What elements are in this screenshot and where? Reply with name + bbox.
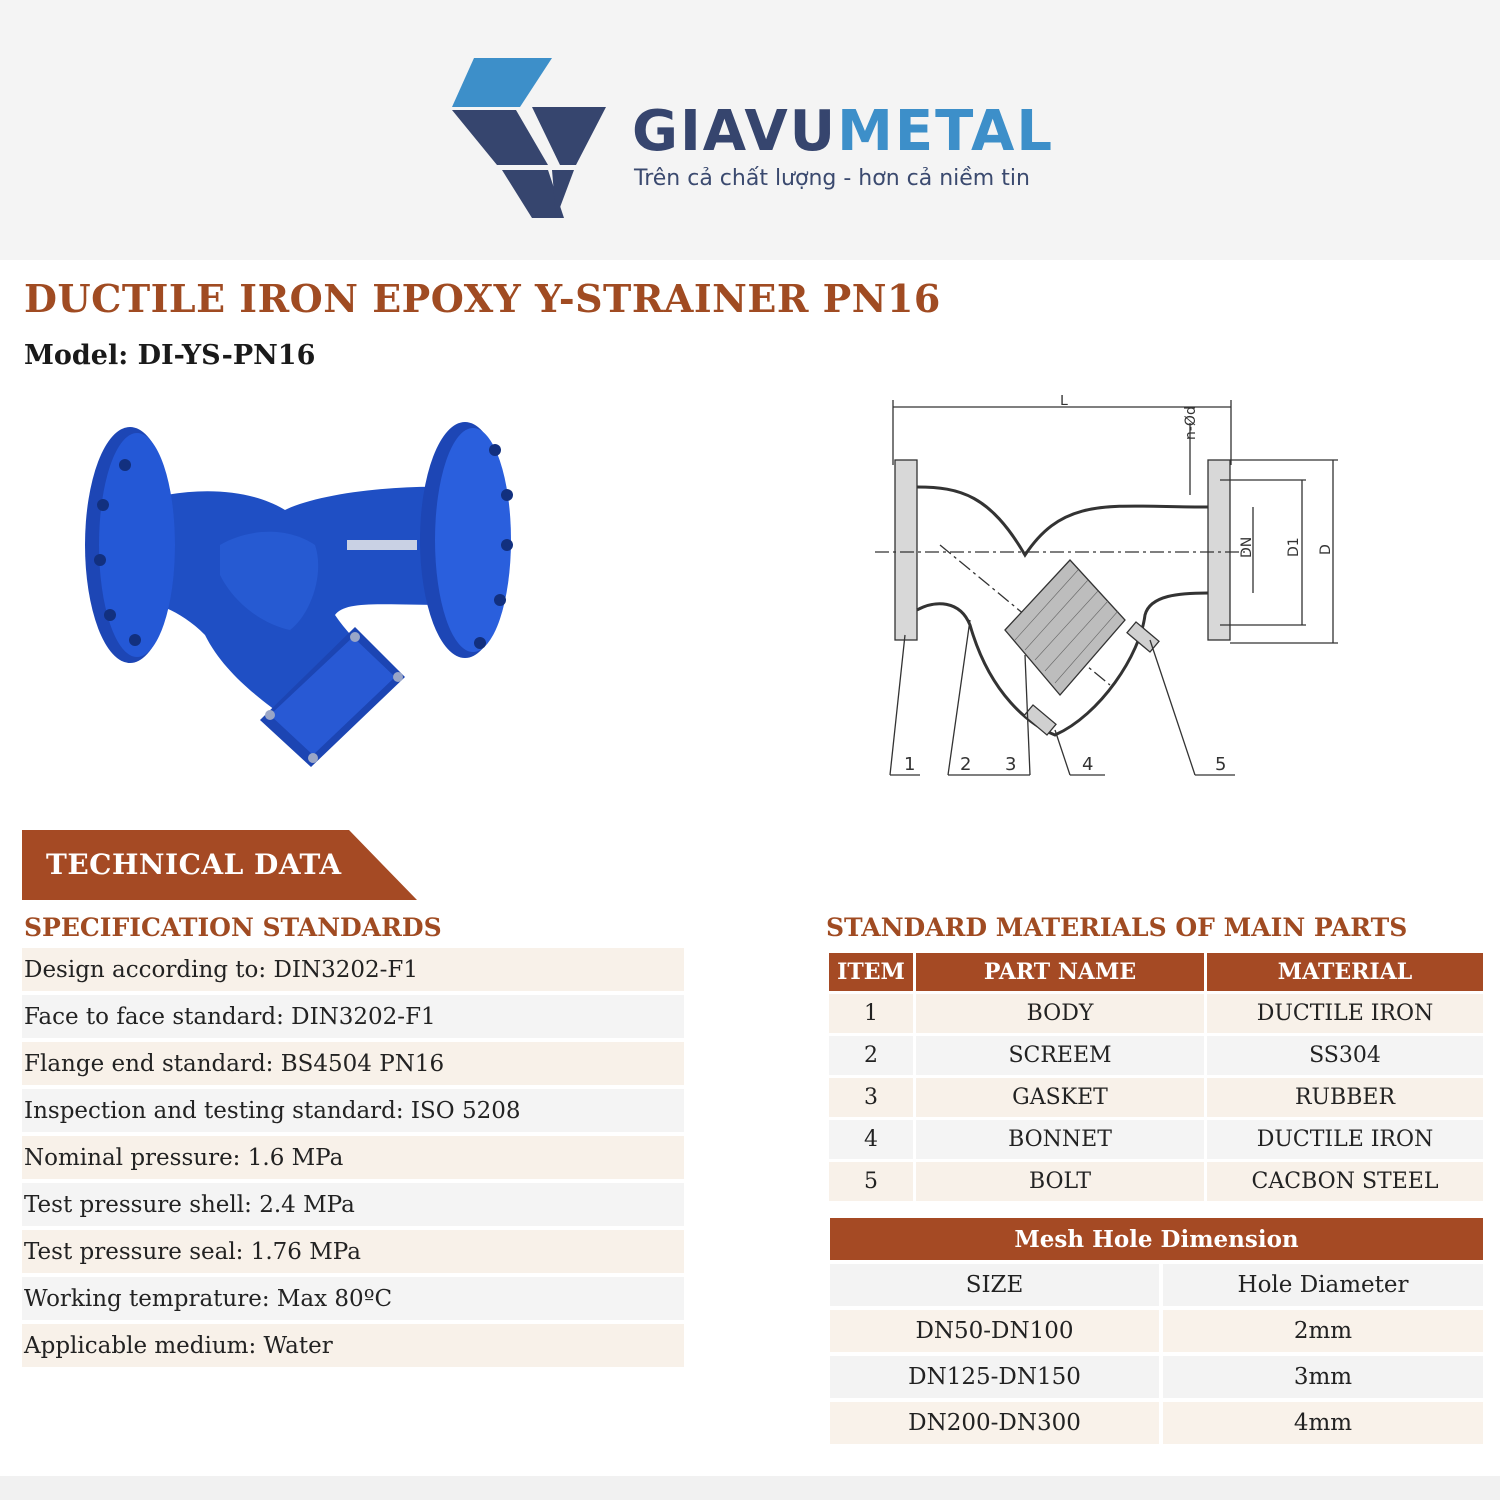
table-cell: GASKET: [916, 1078, 1204, 1117]
spec-item: Working temprature: Max 80ºC: [22, 1277, 684, 1320]
callout-3: 3: [1005, 754, 1017, 775]
product-model: Model: DI-YS-PN16: [24, 340, 316, 371]
table-row: [829, 994, 1483, 1033]
table-cell: SS304: [1207, 1036, 1483, 1075]
technical-data-tag: [22, 830, 417, 900]
table-cell: BOLT: [916, 1162, 1204, 1201]
product-title: DUCTILE IRON EPOXY Y-STRAINER PN16: [24, 276, 941, 321]
table-row: [830, 1264, 1483, 1306]
product-photo: [55, 415, 525, 775]
table-header-row: [829, 953, 1483, 991]
dimension-label-d: D: [1318, 544, 1334, 555]
mesh-title-row: [830, 1218, 1483, 1260]
callout-2: 2: [960, 754, 972, 775]
table-cell: 2mm: [1163, 1310, 1483, 1352]
table-cell: BODY: [916, 994, 1204, 1033]
spec-item: Design according to: DIN3202-F1: [22, 948, 684, 991]
brand-name-part1: GIAVU: [632, 99, 838, 164]
table-row: [830, 1402, 1483, 1444]
table-cell: DN125-DN150: [830, 1356, 1163, 1398]
table-cell: DUCTILE IRON: [1207, 994, 1483, 1033]
spec-item: Nominal pressure: 1.6 MPa: [22, 1136, 684, 1179]
column-header-material: MATERIAL: [1207, 953, 1483, 991]
materials-heading: STANDARD MATERIALS OF MAIN PARTS: [826, 913, 1408, 942]
technical-data-label: TECHNICAL DATA: [46, 848, 342, 881]
table-cell: RUBBER: [1207, 1078, 1483, 1117]
mesh-hole-table: [830, 1214, 1483, 1448]
table-cell: DUCTILE IRON: [1207, 1120, 1483, 1159]
table-row: [829, 1162, 1483, 1201]
table-row: [829, 1036, 1483, 1075]
callout-5: 5: [1215, 754, 1227, 775]
dimension-label-nd: n-Ød: [1183, 406, 1199, 440]
callout-4: 4: [1082, 754, 1094, 775]
spec-item: Flange end standard: BS4504 PN16: [22, 1042, 684, 1085]
table-cell: 1: [829, 994, 913, 1033]
mesh-table-title: Mesh Hole Dimension: [830, 1218, 1483, 1260]
spec-item: Face to face standard: DIN3202-F1: [22, 995, 684, 1038]
table-cell: 3: [829, 1078, 913, 1117]
dimension-label-dn: DN: [1239, 536, 1255, 558]
footer-band: [0, 1476, 1500, 1500]
table-cell: CACBON STEEL: [1207, 1162, 1483, 1201]
table-cell: DN50-DN100: [830, 1310, 1163, 1352]
table-cell: 2: [829, 1036, 913, 1075]
table-cell: BONNET: [916, 1120, 1204, 1159]
spec-item: Test pressure shell: 2.4 MPa: [22, 1183, 684, 1226]
dimension-label-d1: D1: [1286, 537, 1302, 557]
header-band: [0, 0, 1500, 260]
giavu-logo-icon: [452, 55, 608, 220]
spec-list: [22, 948, 684, 1371]
table-cell: 4: [829, 1120, 913, 1159]
table-cell: 3mm: [1163, 1356, 1483, 1398]
table-cell: DN200-DN300: [830, 1402, 1163, 1444]
column-header-hole-diameter: Hole Diameter: [1163, 1264, 1483, 1306]
dimension-label-l: L: [1060, 395, 1068, 409]
brand-name: [632, 100, 1054, 164]
spec-standards-heading: SPECIFICATION STANDARDS: [24, 913, 442, 942]
column-header-part-name: PART NAME: [916, 953, 1204, 991]
table-row: [829, 1120, 1483, 1159]
table-row: [830, 1310, 1483, 1352]
table-row: [830, 1356, 1483, 1398]
spec-item: Applicable medium: Water: [22, 1324, 684, 1367]
spec-item: Inspection and testing standard: ISO 5208: [22, 1089, 684, 1132]
table-cell: 4mm: [1163, 1402, 1483, 1444]
column-header-item: ITEM: [829, 953, 913, 991]
materials-table: [826, 950, 1486, 1204]
table-row: [829, 1078, 1483, 1117]
spec-item: Test pressure seal: 1.76 MPa: [22, 1230, 684, 1273]
table-cell: 5: [829, 1162, 913, 1201]
callout-1: 1: [904, 754, 916, 775]
column-header-size: SIZE: [830, 1264, 1163, 1306]
brand-tagline: Trên cả chất lượng - hơn cả niềm tin: [634, 166, 1030, 191]
technical-drawing: [860, 395, 1360, 790]
brand-name-part2: METAL: [837, 99, 1055, 164]
table-cell: SCREEM: [916, 1036, 1204, 1075]
